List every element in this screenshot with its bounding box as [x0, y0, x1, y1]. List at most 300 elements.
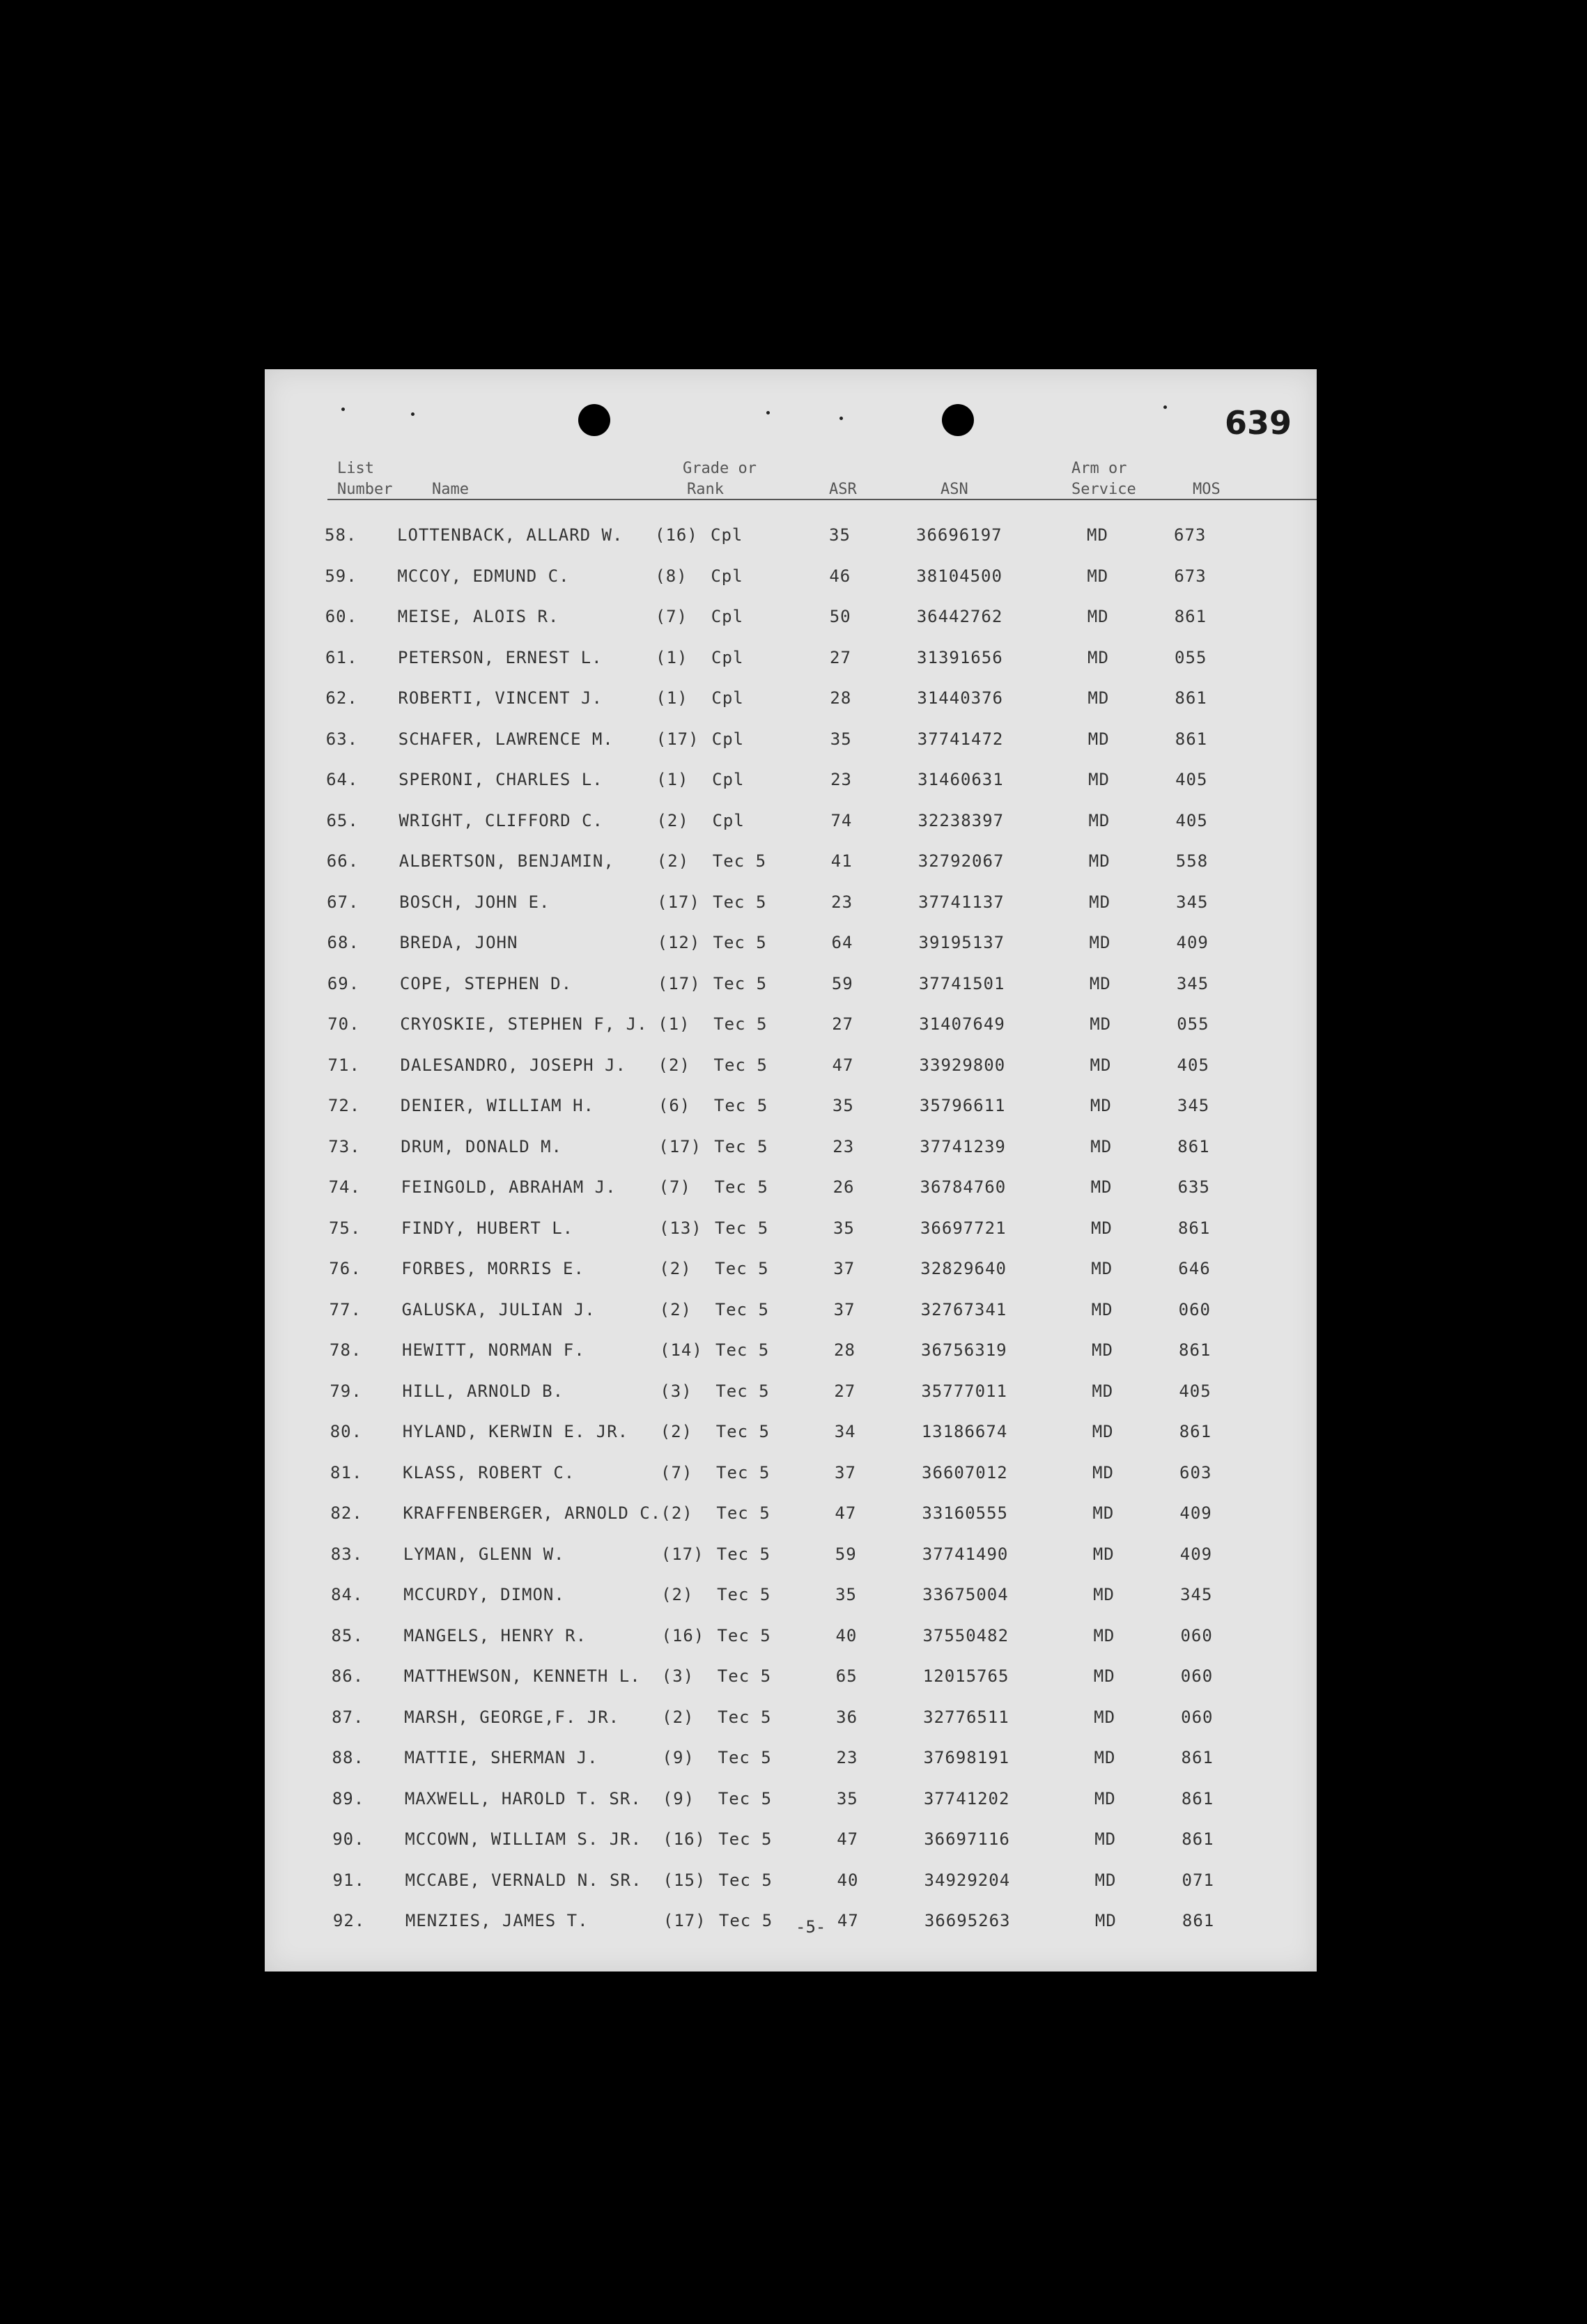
cell-grade: (1) — [656, 770, 689, 789]
cell-asr: 34 — [834, 1422, 856, 1441]
cell-asr: 36 — [836, 1707, 858, 1727]
table-row — [265, 964, 1317, 1005]
table-row — [265, 1901, 1317, 1942]
cell-asr: 40 — [835, 1626, 858, 1645]
speck — [839, 417, 843, 420]
cell-rank: Tec 5 — [715, 1259, 769, 1278]
table-row — [265, 1290, 1317, 1331]
cell-asr: 23 — [830, 770, 852, 789]
cell-mos: 405 — [1177, 1055, 1209, 1075]
cell-grade: (2) — [661, 1585, 694, 1604]
table-row — [265, 1861, 1317, 1901]
header-list-number: List Number — [337, 460, 393, 498]
cell-asr: 28 — [834, 1340, 856, 1360]
table-row — [265, 842, 1317, 882]
cell-asn: 36695263 — [924, 1911, 1011, 1930]
table-row — [265, 720, 1317, 760]
cell-asn: 37741202 — [923, 1789, 1010, 1808]
cell-asn: 36697721 — [920, 1218, 1007, 1238]
cell-rank: Tec 5 — [717, 1626, 771, 1645]
cell-num: 77. — [329, 1300, 362, 1319]
cell-grade: (16) — [655, 525, 698, 545]
cell-name: MATTHEWSON, KENNETH L. — [403, 1666, 641, 1686]
cell-arm: MD — [1093, 1585, 1115, 1604]
cell-asr: 35 — [829, 525, 851, 545]
table-row — [265, 1738, 1317, 1779]
cell-rank: Cpl — [711, 648, 744, 667]
cell-num: 73. — [328, 1137, 361, 1156]
cell-name: DALESANDRO, JOSEPH J. — [400, 1055, 626, 1075]
cell-asn: 31407649 — [919, 1014, 1005, 1034]
cell-grade: (2) — [660, 1503, 693, 1523]
cell-num: 66. — [326, 851, 359, 871]
table-row — [265, 1820, 1317, 1860]
cell-asr: 26 — [833, 1177, 855, 1197]
cell-name: FINDY, HUBERT L. — [401, 1218, 574, 1238]
cell-name: MAXWELL, HAROLD T. SR. — [404, 1789, 642, 1808]
cell-asr: 37 — [835, 1463, 856, 1482]
cell-mos: 345 — [1177, 1096, 1210, 1115]
cell-num: 62. — [325, 688, 358, 708]
cell-grade: (12) — [657, 933, 701, 952]
cell-asr: 47 — [832, 1055, 854, 1075]
cell-asr: 41 — [830, 851, 853, 871]
cell-rank: Cpl — [711, 525, 743, 545]
cell-arm: MD — [1087, 688, 1110, 708]
cell-grade: (2) — [656, 811, 689, 830]
page-number: 639 — [1225, 404, 1292, 442]
table-row — [265, 1616, 1317, 1657]
cell-mos: 345 — [1180, 1585, 1213, 1604]
cell-grade: (16) — [663, 1829, 706, 1849]
cell-asn: 37741472 — [917, 729, 1004, 749]
cell-rank: Cpl — [711, 566, 743, 586]
cell-mos: 861 — [1174, 607, 1207, 626]
cell-mos: 405 — [1175, 770, 1208, 789]
cell-asn: 37741501 — [918, 974, 1005, 993]
cell-asn: 38104500 — [916, 566, 1002, 586]
header-rule — [327, 499, 1317, 500]
cell-mos: 635 — [1177, 1177, 1210, 1197]
cell-rank: Tec 5 — [717, 1585, 771, 1604]
cell-grade: (17) — [657, 974, 701, 993]
speck — [766, 411, 770, 415]
cell-asn: 33929800 — [919, 1055, 1006, 1075]
cell-grade: (2) — [656, 851, 690, 871]
cell-asn: 32829640 — [920, 1259, 1007, 1278]
cell-asn: 31440376 — [917, 688, 1003, 708]
cell-mos: 673 — [1174, 566, 1207, 586]
cell-name: GALUSKA, JULIAN J. — [401, 1300, 596, 1319]
cell-num: 60. — [325, 607, 358, 626]
cell-grade: (1) — [656, 648, 688, 667]
table-row — [265, 516, 1317, 556]
cell-mos: 409 — [1176, 933, 1209, 952]
cell-mos: 861 — [1181, 1789, 1214, 1808]
cell-arm: MD — [1094, 1789, 1116, 1808]
cell-num: 69. — [327, 974, 360, 993]
cell-rank: Tec 5 — [718, 1707, 772, 1727]
table-row — [265, 679, 1317, 719]
cell-num: 84. — [331, 1585, 364, 1604]
cell-asn: 12015765 — [922, 1666, 1009, 1686]
cell-arm: MD — [1087, 566, 1109, 586]
table-row — [265, 1086, 1317, 1126]
cell-name: BREDA, JOHN — [399, 933, 518, 952]
cell-mos: 861 — [1179, 1340, 1211, 1360]
cell-num: 78. — [330, 1340, 362, 1360]
cell-arm: MD — [1094, 1911, 1117, 1930]
speck — [1163, 405, 1167, 409]
table-row — [265, 1249, 1317, 1289]
cell-name: ROBERTI, VINCENT J. — [398, 688, 603, 708]
cell-rank: Cpl — [712, 770, 745, 789]
cell-name: SCHAFER, LAWRENCE M. — [398, 729, 614, 749]
cell-name: PETERSON, ERNEST L. — [398, 648, 603, 667]
cell-name: BOSCH, JOHN E. — [399, 892, 550, 912]
cell-num: 70. — [327, 1014, 360, 1034]
cell-num: 72. — [327, 1096, 361, 1115]
cell-num: 59. — [325, 566, 357, 586]
cell-asr: 35 — [832, 1096, 854, 1115]
cell-arm: MD — [1091, 1300, 1113, 1319]
cell-asr: 27 — [832, 1014, 854, 1034]
cell-grade: (3) — [661, 1666, 695, 1686]
header-arm-or-service: Arm or Service — [1071, 460, 1136, 498]
cell-mos: 861 — [1179, 1422, 1212, 1441]
cell-asn: 36784760 — [920, 1177, 1007, 1197]
cell-arm: MD — [1094, 1748, 1116, 1767]
cell-num: 63. — [325, 729, 359, 749]
cell-arm: MD — [1094, 1829, 1117, 1849]
cell-num: 85. — [331, 1626, 364, 1645]
cell-arm: MD — [1089, 892, 1111, 912]
cell-mos: 060 — [1180, 1666, 1214, 1686]
cell-num: 86. — [331, 1666, 364, 1686]
cell-num: 75. — [328, 1218, 362, 1238]
cell-mos: 558 — [1175, 851, 1209, 871]
cell-name: MCCABE, VERNALD N. SR. — [405, 1870, 642, 1890]
cell-num: 91. — [332, 1870, 365, 1890]
cell-name: FEINGOLD, ABRAHAM J. — [401, 1177, 617, 1197]
cell-grade: (7) — [658, 1177, 691, 1197]
table-row — [265, 597, 1317, 637]
cell-asr: 23 — [833, 1137, 855, 1156]
cell-asr: 23 — [836, 1748, 858, 1767]
cell-mos: 861 — [1182, 1829, 1214, 1849]
cell-name: DENIER, WILLIAM H. — [400, 1096, 594, 1115]
cell-rank: Cpl — [711, 729, 745, 749]
table-row — [265, 1575, 1317, 1616]
cell-arm: MD — [1092, 1422, 1114, 1441]
cell-mos: 861 — [1182, 1911, 1215, 1930]
cell-asn: 33675004 — [922, 1585, 1009, 1604]
cell-rank: Tec 5 — [718, 1870, 773, 1890]
cell-asr: 37 — [833, 1300, 856, 1319]
cell-asr: 23 — [831, 892, 853, 912]
cell-rank: Tec 5 — [717, 1666, 772, 1686]
cell-asn: 36442762 — [916, 607, 1003, 626]
speck — [411, 412, 415, 416]
cell-arm: MD — [1087, 607, 1109, 626]
cell-mos: 603 — [1179, 1463, 1212, 1482]
cell-arm: MD — [1087, 525, 1108, 545]
cell-asn: 13186674 — [921, 1422, 1008, 1441]
cell-grade: (3) — [660, 1381, 692, 1401]
cell-rank: Tec 5 — [718, 1829, 773, 1849]
cell-rank: Tec 5 — [718, 1748, 772, 1767]
cell-arm: MD — [1092, 1503, 1115, 1523]
cell-asr: 65 — [835, 1666, 858, 1686]
cell-name: WRIGHT, CLIFFORD C. — [398, 811, 603, 830]
cell-rank: Tec 5 — [716, 1503, 771, 1523]
cell-rank: Tec 5 — [714, 1218, 769, 1238]
cell-mos: 345 — [1176, 974, 1209, 993]
cell-name: KLASS, ROBERT C. — [403, 1463, 575, 1482]
cell-rank: Tec 5 — [718, 1789, 773, 1808]
cell-name: MCCOY, EDMUND C. — [397, 566, 570, 586]
cell-mos: 673 — [1174, 525, 1207, 545]
cell-arm: MD — [1090, 1055, 1112, 1075]
cell-arm: MD — [1088, 770, 1110, 789]
cell-arm: MD — [1094, 1870, 1117, 1890]
cell-asn: 32238397 — [918, 811, 1005, 830]
punch-hole-right — [942, 404, 974, 436]
cell-rank: Tec 5 — [715, 1340, 770, 1360]
cell-name: LYMAN, GLENN W. — [403, 1544, 565, 1564]
header-mos: MOS — [1193, 481, 1221, 498]
cell-rank: Tec 5 — [713, 1014, 768, 1034]
cell-arm: MD — [1091, 1259, 1113, 1278]
cell-num: 74. — [328, 1177, 361, 1197]
cell-asr: 47 — [837, 1911, 859, 1930]
cell-asr: 27 — [834, 1381, 856, 1401]
cell-num: 87. — [332, 1707, 364, 1727]
cell-mos: 060 — [1180, 1626, 1213, 1645]
cell-mos: 405 — [1179, 1381, 1211, 1401]
table-row — [265, 1494, 1317, 1534]
cell-grade: (7) — [655, 607, 688, 626]
table-row — [265, 1005, 1317, 1045]
cell-name: FORBES, MORRIS E. — [401, 1259, 585, 1278]
cell-mos: 409 — [1179, 1544, 1213, 1564]
header-asn: ASN — [940, 481, 968, 498]
cell-name: KRAFFENBERGER, ARNOLD C. — [403, 1503, 662, 1523]
cell-asn: 39195137 — [918, 933, 1005, 952]
cell-mos: 405 — [1175, 811, 1208, 830]
table-row — [265, 1453, 1317, 1494]
cell-num: 67. — [327, 892, 359, 912]
table-row — [265, 923, 1317, 963]
cell-grade: (17) — [656, 729, 699, 749]
cell-num: 71. — [327, 1055, 360, 1075]
header-name: Name — [432, 481, 469, 498]
cell-grade: (7) — [660, 1463, 693, 1482]
table-row — [265, 883, 1317, 923]
cell-rank: Cpl — [711, 607, 744, 626]
cell-grade: (13) — [658, 1218, 702, 1238]
cell-rank: Tec 5 — [715, 1300, 769, 1319]
cell-asr: 35 — [830, 729, 852, 749]
cell-rank: Cpl — [711, 688, 744, 708]
table-row — [265, 1372, 1317, 1412]
cell-asr: 28 — [830, 688, 852, 708]
speck — [341, 408, 345, 411]
cell-name: MARSH, GEORGE,F. JR. — [404, 1707, 620, 1727]
cell-mos: 646 — [1178, 1259, 1211, 1278]
cell-rank: Tec 5 — [712, 851, 767, 871]
cell-grade: (9) — [662, 1789, 695, 1808]
cell-mos: 055 — [1177, 1014, 1209, 1034]
cell-arm: MD — [1090, 1014, 1112, 1034]
cell-num: 82. — [330, 1503, 363, 1523]
cell-asr: 46 — [829, 566, 851, 586]
table-row — [265, 1535, 1317, 1575]
cell-rank: Tec 5 — [714, 1177, 768, 1197]
cell-mos: 861 — [1181, 1748, 1214, 1767]
cell-arm: MD — [1094, 1707, 1116, 1727]
cell-arm: MD — [1090, 1218, 1113, 1238]
footer-page-number: -5- — [796, 1917, 826, 1937]
cell-arm: MD — [1092, 1340, 1113, 1360]
cell-num: 88. — [332, 1748, 364, 1767]
cell-num: 64. — [326, 770, 359, 789]
table-row — [265, 638, 1317, 679]
cell-name: HYLAND, KERWIN E. JR. — [402, 1422, 629, 1441]
cell-asn: 36697116 — [924, 1829, 1010, 1849]
cell-asn: 37698191 — [923, 1748, 1010, 1767]
cell-grade: (2) — [658, 1055, 690, 1075]
cell-asr: 59 — [831, 974, 853, 993]
table-row — [265, 801, 1317, 842]
cell-asn: 32792067 — [918, 851, 1005, 871]
cell-asn: 37741490 — [922, 1544, 1009, 1564]
cell-mos: 409 — [1179, 1503, 1212, 1523]
table-row — [265, 1331, 1317, 1371]
cell-asn: 31460631 — [918, 770, 1004, 789]
cell-arm: MD — [1089, 933, 1111, 952]
cell-name: MCCOWN, WILLIAM S. JR. — [405, 1829, 642, 1849]
cell-asr: 47 — [837, 1829, 859, 1849]
cell-num: 90. — [332, 1829, 365, 1849]
cell-rank: Tec 5 — [713, 1096, 768, 1115]
cell-asr: 37 — [833, 1259, 856, 1278]
cell-mos: 861 — [1175, 729, 1208, 749]
cell-grade: (17) — [663, 1911, 706, 1930]
cell-arm: MD — [1092, 1463, 1114, 1482]
cell-num: 68. — [327, 933, 359, 952]
cell-arm: MD — [1092, 1544, 1115, 1564]
table-row — [265, 1698, 1317, 1738]
cell-mos: 060 — [1178, 1300, 1211, 1319]
cell-grade: (17) — [657, 892, 700, 912]
cell-arm: MD — [1087, 729, 1110, 749]
cell-rank: Tec 5 — [713, 1055, 768, 1075]
cell-arm: MD — [1093, 1626, 1115, 1645]
cell-arm: MD — [1090, 1137, 1113, 1156]
cell-num: 61. — [325, 648, 358, 667]
cell-grade: (1) — [656, 688, 688, 708]
table-row — [265, 557, 1317, 597]
cell-asr: 35 — [836, 1789, 858, 1808]
cell-grade: (17) — [660, 1544, 704, 1564]
cell-rank: Tec 5 — [714, 1137, 768, 1156]
cell-arm: MD — [1088, 811, 1110, 830]
cell-asr: 35 — [835, 1585, 857, 1604]
cell-rank: Tec 5 — [713, 933, 767, 952]
cell-asn: 35777011 — [921, 1381, 1007, 1401]
cell-num: 65. — [326, 811, 359, 830]
cell-asn: 31391656 — [917, 648, 1003, 667]
table-row — [265, 1209, 1317, 1249]
cell-asn: 36756319 — [921, 1340, 1007, 1360]
cell-arm: MD — [1088, 851, 1110, 871]
cell-num: 89. — [332, 1789, 365, 1808]
cell-name: ALBERTSON, BENJAMIN, — [398, 851, 614, 871]
cell-asn: 33160555 — [922, 1503, 1008, 1523]
table-row — [265, 1046, 1317, 1086]
cell-name: MATTIE, SHERMAN J. — [404, 1748, 598, 1767]
cell-num: 79. — [330, 1381, 362, 1401]
cell-grade: (2) — [659, 1300, 692, 1319]
table-row — [265, 1779, 1317, 1820]
cell-rank: Tec 5 — [715, 1422, 770, 1441]
cell-name: MENZIES, JAMES T. — [405, 1911, 589, 1930]
cell-asr: 59 — [835, 1544, 857, 1564]
document-page — [265, 369, 1317, 1971]
cell-name: DRUM, DONALD M. — [401, 1137, 562, 1156]
cell-grade: (17) — [658, 1137, 702, 1156]
cell-arm: MD — [1090, 1177, 1113, 1197]
cell-arm: MD — [1090, 1096, 1112, 1115]
cell-asn: 35796611 — [919, 1096, 1006, 1115]
cell-mos: 055 — [1175, 648, 1207, 667]
cell-asn: 36696197 — [916, 525, 1002, 545]
cell-rank: Cpl — [712, 811, 745, 830]
cell-mos: 071 — [1182, 1870, 1214, 1890]
cell-arm: MD — [1093, 1666, 1115, 1686]
cell-mos: 861 — [1177, 1137, 1210, 1156]
cell-grade: (2) — [659, 1259, 692, 1278]
cell-rank: Tec 5 — [718, 1911, 773, 1930]
cell-asr: 27 — [830, 648, 851, 667]
cell-grade: (6) — [658, 1096, 691, 1115]
cell-name: HILL, ARNOLD B. — [402, 1381, 564, 1401]
cell-rank: Tec 5 — [713, 974, 768, 993]
table-row — [265, 1127, 1317, 1168]
header-grade-or-rank: Grade or Rank — [683, 460, 757, 498]
cell-mos: 345 — [1176, 892, 1209, 912]
cell-asr: 35 — [833, 1218, 855, 1238]
cell-grade: (8) — [655, 566, 688, 586]
cell-asn: 37741239 — [920, 1137, 1006, 1156]
cell-rank: Tec 5 — [716, 1544, 771, 1564]
cell-rank: Tec 5 — [713, 892, 767, 912]
cell-asr: 40 — [837, 1870, 859, 1890]
table-row — [265, 760, 1317, 800]
cell-num: 83. — [330, 1544, 364, 1564]
cell-arm: MD — [1089, 974, 1111, 993]
cell-mos: 861 — [1177, 1218, 1211, 1238]
cell-name: CRYOSKIE, STEPHEN F, J. — [400, 1014, 648, 1034]
cell-num: 80. — [330, 1422, 363, 1441]
cell-name: MANGELS, HENRY R. — [403, 1626, 587, 1645]
cell-name: HEWITT, NORMAN F. — [402, 1340, 585, 1360]
cell-grade: (16) — [661, 1626, 705, 1645]
cell-num: 81. — [330, 1463, 363, 1482]
cell-num: 92. — [332, 1911, 366, 1930]
header-asr: ASR — [829, 481, 857, 498]
